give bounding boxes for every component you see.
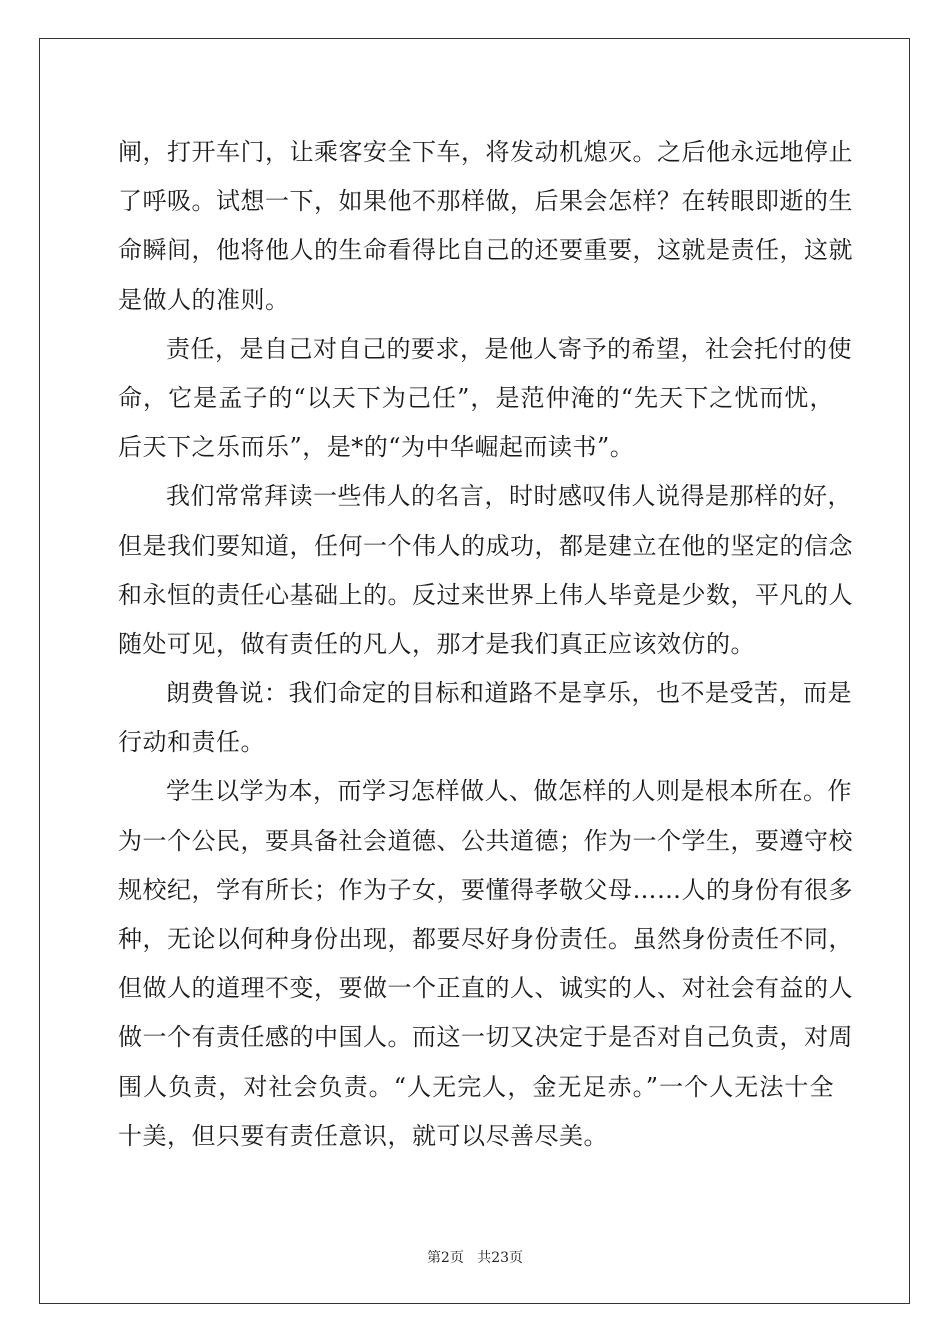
- page-total: 共23页: [477, 1250, 524, 1266]
- text-line: 是做人的准则。: [118, 285, 290, 314]
- text-line: 种，无论以何种身份出现，都要尽好身份责任。虽然身份责任不同，: [118, 925, 853, 953]
- document-body: [118, 128, 853, 1161]
- text-line: 学生以学为本，而学习怎样做人、做怎样的人则是根本所在。作: [166, 777, 852, 806]
- page-number: 第2页: [426, 1250, 464, 1266]
- paragraph: [118, 669, 852, 767]
- text-line: 规校纪，学有所长；作为子女，要懂得孝敬父母……人的身份有很多: [118, 875, 853, 904]
- page-footer: [0, 1247, 950, 1267]
- text-line: 朗费鲁说：我们命定的目标和道路不是享乐，也不是受苦，而是: [166, 679, 852, 708]
- paragraph: [118, 767, 853, 1161]
- paragraph: [118, 128, 853, 325]
- text-line: 后天下之乐而乐”，是*的“为中华崛起而读书”。: [118, 433, 635, 462]
- text-line: 闸，打开车门，让乘客安全下车，将发动机熄灭。之后他永远地停止: [118, 138, 853, 166]
- text-line: 十美，但只要有责任意识，就可以尽善尽美。: [118, 1121, 608, 1150]
- text-line: 围人负责，对社会负责。“人无完人，金无足赤。”一个人无法十全: [118, 1072, 834, 1101]
- text-line: 但是我们要知道，任何一个伟人的成功，都是建立在他的坚定的信念: [118, 531, 853, 560]
- text-line: 为一个公民，要具备社会道德、公共道德；作为一个学生，要遵守校: [118, 826, 853, 855]
- text-line: 命瞬间，他将他人的生命看得比自己的还要重要，这就是责任，这就: [118, 236, 853, 265]
- text-line: 命，它是孟子的“以天下为己任”，是范仲淹的“先天下之忧而忧，: [118, 383, 834, 412]
- text-line: 责任，是自己对自己的要求，是他人寄予的希望，社会托付的使: [166, 334, 852, 363]
- text-line: 了呼吸。试想一下，如果他不那样做，后果会怎样？在转眼即逝的生: [118, 187, 853, 216]
- text-line: 我们常常拜读一些伟人的名言，时时感叹伟人说得是那样的好，: [166, 482, 852, 511]
- text-line: 做一个有责任感的中国人。而这一切又决定于是否对自己负责，对周: [118, 1023, 853, 1052]
- paragraph: [118, 472, 853, 669]
- paragraph: [118, 325, 852, 473]
- text-line: 和永恒的责任心基础上的。反过来世界上伟人毕竟是少数，平凡的人: [118, 580, 853, 609]
- text-line: 行动和责任。: [118, 728, 265, 757]
- text-line: 随处可见，做有责任的凡人，那才是我们真正应该效仿的。: [118, 629, 755, 658]
- text-line: 但做人的道理不变，要做一个正直的人、诚实的人、对社会有益的人: [118, 974, 853, 1003]
